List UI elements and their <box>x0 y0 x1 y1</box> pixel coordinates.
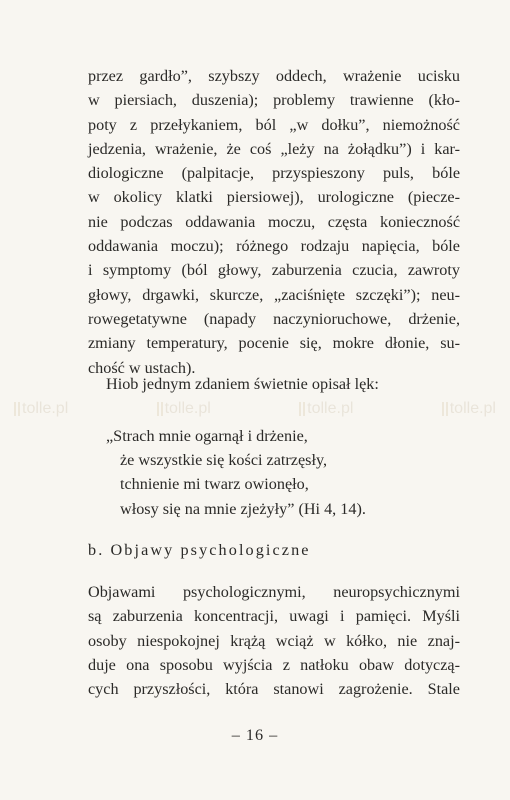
text-line: i symptomy (ból głowy, zaburzenia czucia, zawroty <box>88 261 460 280</box>
watermark-text: tolle.pl <box>449 400 496 417</box>
text-line: duje ona sposobu wyjścia z natłoku obaw dotyczą- <box>88 655 460 674</box>
quote-line: że wszystkie się kości zatrzęsły, <box>120 451 328 470</box>
text-line: przez gardło”, szybszy oddech, wrażenie ucisku <box>88 67 460 85</box>
text-line: chość w ustach). <box>88 358 196 377</box>
section-heading: b. Objawy psychologiczne <box>88 541 311 559</box>
text-line: zmiany temperatury, pocenie się, mokre dłonie, su- <box>88 334 460 353</box>
watermark-item <box>299 398 353 420</box>
text-line: w piersiach, duszenia); problemy trawienne (kło- <box>88 91 460 110</box>
paragraph-symptoms-somatic <box>88 64 460 380</box>
watermark-item <box>157 398 211 420</box>
text-line: w okolicy klatki piersiowej), urologiczne (piecze- <box>88 188 460 207</box>
watermark-logo-icon <box>14 402 20 416</box>
quote-line: „Strach mnie ogarnął i drżenie, <box>106 427 308 445</box>
text-line: jedzenia, wrażenie, że coś „leży na żołądku”) i kar- <box>88 139 460 158</box>
page-number: – 16 – <box>231 726 279 744</box>
watermark-text: tolle.pl <box>22 400 69 417</box>
watermark-strip <box>0 398 510 420</box>
text-line: są zaburzenia koncentracji, uwagi i pamięci. Myśli <box>88 607 460 626</box>
watermark-text: tolle.pl <box>164 400 211 417</box>
watermark-logo-icon <box>299 402 305 416</box>
text-line: cych przyszłości, która stanowi zagrożenie. Stale <box>88 680 460 699</box>
text-line: głowy, drgawki, skurcze, „zaciśnięte szczęki”); neu- <box>88 285 460 304</box>
text-line: Objawami psychologicznymi, neuropsychicznymi <box>88 583 460 601</box>
paragraph-psychological-symptoms <box>88 580 460 701</box>
watermark-logo-icon <box>157 402 163 416</box>
watermark-item <box>14 398 68 420</box>
paragraph-job-intro: Hiob jednym zdaniem świetnie opisał lęk: <box>106 375 379 393</box>
text-line: diologiczne (palpitacje, przyspieszony puls, bóle <box>88 164 460 183</box>
quote-line: tchnienie mi twarz owionęło, <box>120 475 309 494</box>
text-line: osoby niespokojnej krążą wciąż w kółko, nie znaj- <box>88 631 460 650</box>
watermark-logo-icon <box>442 402 448 416</box>
text-line: rowegetatywne (napady naczynioruchowe, drżenie, <box>88 309 460 328</box>
text-line: poty z przełykaniem, ból „w dołku”, niemożność <box>88 115 460 134</box>
text-line: oddawania moczu); różnego rodzaju napięcia, bóle <box>88 237 460 256</box>
job-quote <box>106 424 446 521</box>
quote-line: włosy się na mnie zjeżyły” (Hi 4, 14). <box>120 499 366 518</box>
watermark-text: tolle.pl <box>307 400 354 417</box>
watermark-item <box>442 398 496 420</box>
text-line: nie podczas oddawania moczu, częsta konieczność <box>88 212 460 231</box>
